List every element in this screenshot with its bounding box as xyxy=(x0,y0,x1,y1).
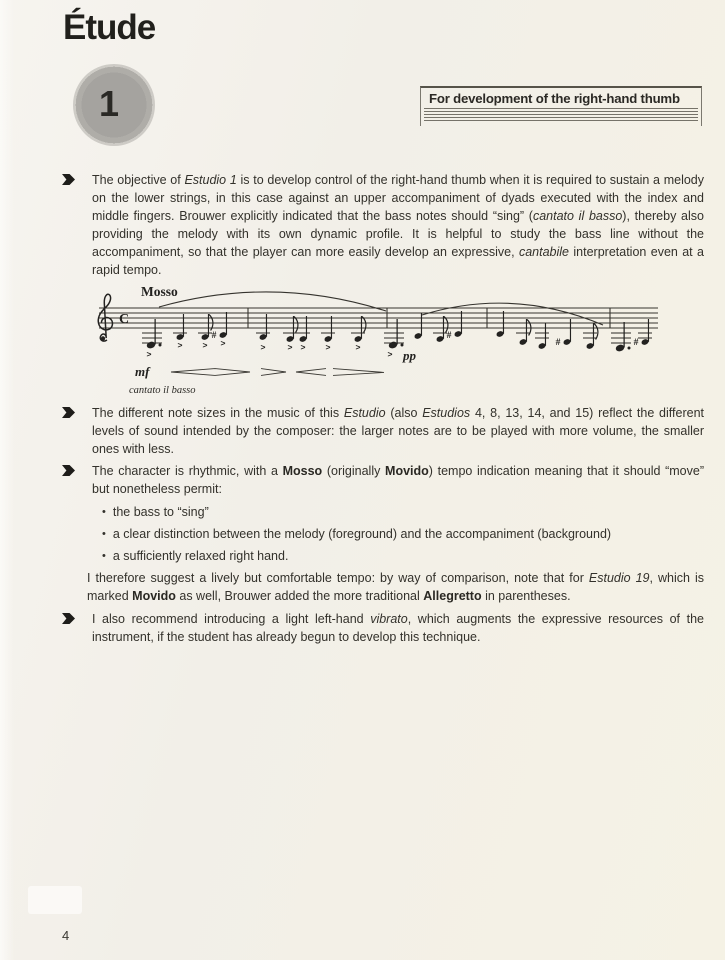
list-item-text: a sufficiently relaxed right hand. xyxy=(112,549,289,563)
accent-icon: > xyxy=(287,342,293,352)
accent-icon: > xyxy=(220,338,226,348)
music-caption: cantato il basso xyxy=(129,385,196,396)
page-number: 4 xyxy=(62,928,70,943)
hairpins xyxy=(171,369,384,376)
arrow-bullet-icon xyxy=(62,613,75,624)
note xyxy=(286,316,298,343)
bass-note xyxy=(388,319,404,349)
bullet-note-sizes xyxy=(62,404,705,458)
list-item xyxy=(102,547,704,565)
tempo-marking: Mosso xyxy=(141,284,178,299)
bass-note xyxy=(615,322,631,352)
etude-number: 1 xyxy=(98,83,120,124)
bass-note xyxy=(146,319,162,349)
note xyxy=(538,323,547,350)
etude-number-badge xyxy=(73,64,155,146)
sharp-icon: # xyxy=(633,338,639,348)
staff-lines xyxy=(99,308,658,328)
scan-edge-artifact xyxy=(0,0,14,960)
hairpin xyxy=(171,369,250,376)
accent-icon: > xyxy=(355,342,361,352)
paragraph-vibrato: I also recommend introducing a light left-hand vibrato, which augments the expressive resources of the instrument, if the student has already begun to develop this technique. xyxy=(92,612,704,644)
sharp-icon: # xyxy=(555,338,561,348)
accent-icon: > xyxy=(202,340,208,350)
note xyxy=(586,323,598,350)
accent-icon: > xyxy=(260,342,266,352)
focus-box xyxy=(420,86,702,126)
paragraph-character: The character is rhythmic, with a Mosso (originally Movido) tempo indication meaning that it should “move” but nonetheless permit: xyxy=(92,464,704,496)
paragraph-note-sizes: The different note sizes in the music of this Estudio (also Estudios 4, 8, 13, 14, and 15) reflect the different levels of sound intended by the composer: the larger notes are to be played with more volume, the smaller ones with less. xyxy=(92,406,705,456)
focus-box-label: For development of the right-hand thumb xyxy=(429,91,680,106)
sub-bullet-list xyxy=(102,503,704,565)
sharp-icon: # xyxy=(446,331,452,341)
dynamic-mf: mf xyxy=(135,364,150,379)
hairpin-decrescendo xyxy=(261,369,286,376)
time-signature: C xyxy=(119,312,130,327)
bullet-character xyxy=(62,462,705,605)
accent-icon: > xyxy=(300,342,306,352)
sharp-icon: # xyxy=(211,331,217,341)
bullet-objective xyxy=(62,171,705,279)
hairpin-decrescendo xyxy=(333,369,384,376)
dynamic-pp: pp xyxy=(403,348,416,363)
slurs xyxy=(159,292,603,325)
sharps xyxy=(212,331,639,348)
accents xyxy=(147,338,393,359)
accent-icon: > xyxy=(146,349,152,359)
arrow-bullet-icon xyxy=(62,174,75,185)
note xyxy=(496,311,505,338)
note xyxy=(414,313,423,340)
hairpin-crescendo xyxy=(296,369,326,376)
arrow-bullet-icon xyxy=(62,465,75,476)
dot-bullet-icon: • xyxy=(102,506,106,518)
list-item xyxy=(102,525,704,543)
paragraph-tempo-suggestion: I therefore suggest a lively but comfortable tempo: by way of comparison, note that for Estudio 19, which is marked Movido as well, Brouwer added the more traditional Allegretto in parentheses. xyxy=(87,571,705,603)
list-item-text: a clear distinction between the melody (foreground) and the accompaniment (background) xyxy=(112,527,612,541)
note xyxy=(354,316,366,343)
slur xyxy=(422,303,603,325)
scan-light-spot xyxy=(28,886,82,914)
paragraph-objective: The objective of Estudio 1 is to develop control of the right-hand thumb when it is required to sustain a melody on the lower strings, in this case against an upper accompaniment of dyads executed with the index and middle fingers. Brouwer explicitly indicated that the bass notes should “sing” (cantato il basso), thereby also providing the melody with its own dynamic profile. It is helpful to study the bass line without the accompaniment, so that the player can more easily develop an expressive, cantabile interpretation even at a rapid tempo. xyxy=(92,173,705,277)
accent-icon: > xyxy=(177,340,183,350)
note xyxy=(324,316,333,343)
list-item xyxy=(102,503,704,521)
page-title: Étude xyxy=(63,8,156,47)
list-item-text: the bass to “sing” xyxy=(112,505,209,519)
dot-bullet-icon: • xyxy=(102,550,106,562)
accent-icon: > xyxy=(325,342,331,352)
note xyxy=(219,312,228,339)
note xyxy=(454,311,463,338)
arrow-bullet-icon xyxy=(62,407,75,418)
note xyxy=(299,316,308,343)
accent-icon: > xyxy=(387,349,393,359)
bullet-vibrato xyxy=(62,610,705,646)
dot-bullet-icon: • xyxy=(102,528,106,540)
music-example xyxy=(95,281,720,399)
focus-box-hatching xyxy=(424,108,698,122)
